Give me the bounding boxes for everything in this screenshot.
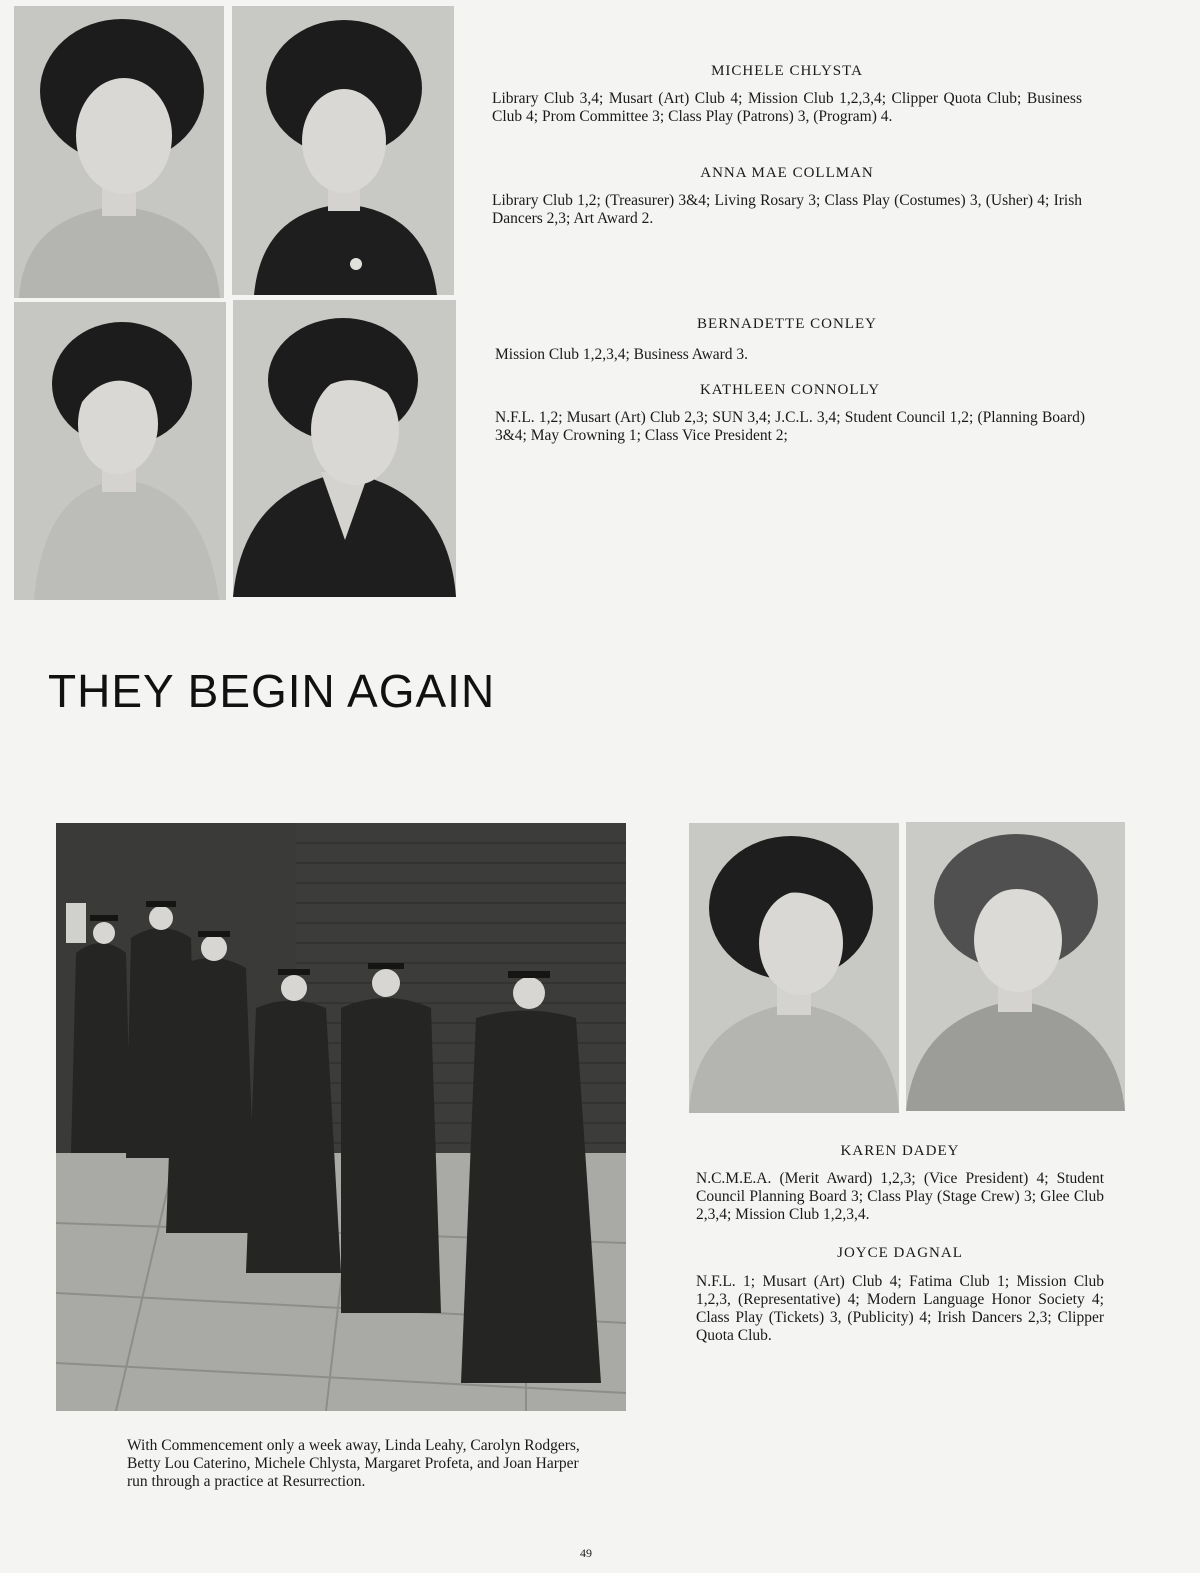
portrait-michele-chlysta (14, 6, 224, 298)
student-activities: N.F.L. 1,2; Musart (Art) Club 2,3; SUN 3,4; J.C.L. 3,4; Student Council 1,2; (Planning Board) 3&4; May Crowning 1; Class Vice President 2; (495, 409, 1085, 444)
portrait-anna-mae-collman (232, 6, 454, 295)
page-headline: THEY BEGIN AGAIN (48, 665, 496, 717)
student-name: KATHLEEN CONNOLLY (699, 382, 881, 398)
student-activities: N.C.M.E.A. (Merit Award) 1,2,3; (Vice President) 4; Student Council Planning Board 3; Class Play (Stage Crew) 3; Glee Club 2,3,4; Mission Club 1,2,3,4. (696, 1170, 1104, 1223)
student-activities: Library Club 1,2; (Treasurer) 3&4; Living Rosary 3; Class Play (Costumes) 3, (Usher) 4; Irish Dancers 2,3; Art Award 2. (492, 192, 1082, 227)
group-photo-commencement-practice (56, 823, 626, 1411)
student-activities: N.F.L. 1; Musart (Art) Club 4; Fatima Club 1; Mission Club 1,2,3, (Representative) 4; Modern Language Honor Society 4; Class Play (Tickets) 3, (Publicity) 4; Irish Dancers 2,3; Clipper Quota Club. (696, 1273, 1104, 1344)
student-activities: Mission Club 1,2,3,4; Business Award 3. (495, 346, 749, 363)
student-name: ANNA MAE COLLMAN (700, 165, 874, 181)
portrait-karen-dadey (689, 823, 899, 1113)
group-photo-caption: With Commencement only a week away, Linda Leahy, Carolyn Rodgers, Betty Lou Caterino, Michele Chlysta, Margaret Profeta, and Joan Harper run through a practice at Resurrection. (127, 1437, 580, 1490)
student-name: MICHELE CHLYSTA (711, 63, 863, 79)
portrait-kathleen-connolly (233, 300, 456, 597)
portrait-bernadette-conley (14, 302, 226, 600)
student-name: BERNADETTE CONLEY (697, 316, 877, 332)
student-name: KAREN DADEY (840, 1143, 960, 1159)
student-activities: Library Club 3,4; Musart (Art) Club 4; Mission Club 1,2,3,4; Clipper Quota Club; Business Club 4; Prom Committee 3; Class Play (Patrons) 3, (Program) 4. (492, 90, 1082, 125)
portrait-joyce-dagnal (906, 822, 1125, 1111)
student-name: JOYCE DAGNAL (837, 1245, 963, 1261)
page-number: 49 (580, 1546, 592, 1560)
